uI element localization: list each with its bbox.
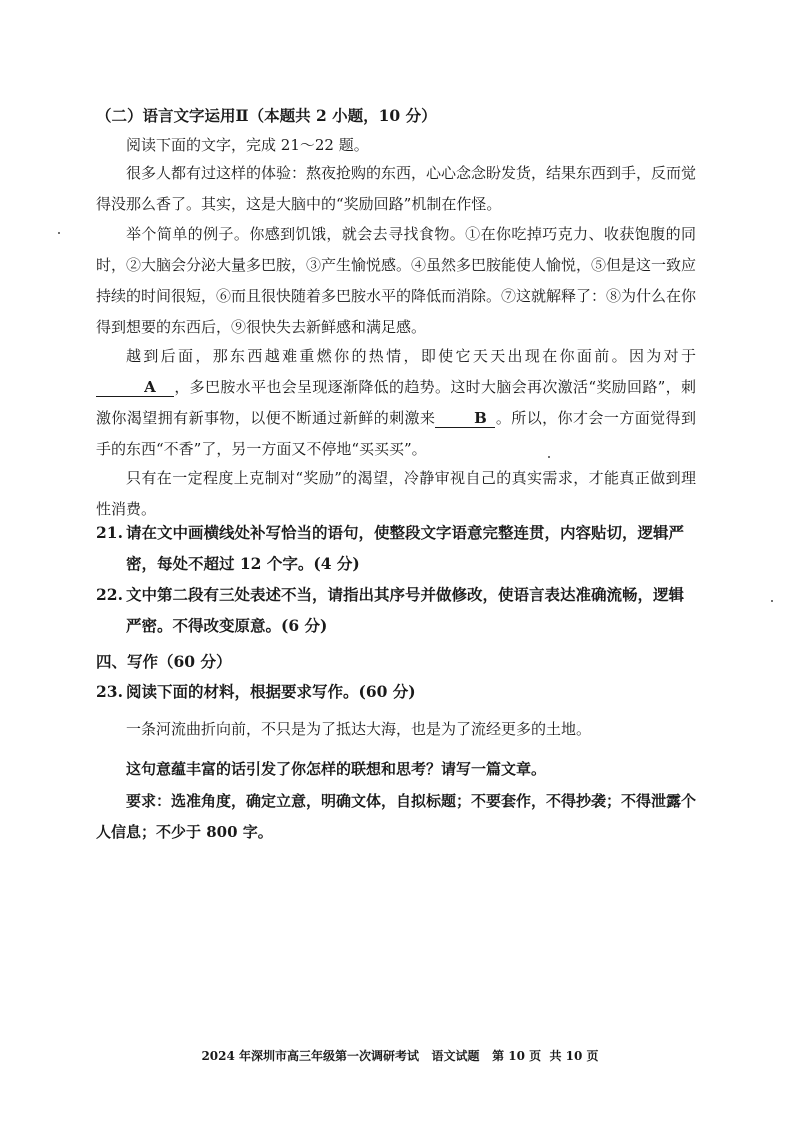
section-title-language-use: （二）语言文字运用Ⅱ（本题共 2 小题，10 分） bbox=[96, 106, 437, 125]
question-text: 阅读下面的材料，根据要求写作。(60 分) bbox=[126, 682, 416, 701]
blank-a[interactable]: A bbox=[96, 378, 174, 397]
scan-speck bbox=[58, 232, 60, 234]
question-text: 密，每处不超过 12 个字。(4 分) bbox=[126, 554, 360, 573]
blank-b[interactable]: B bbox=[435, 409, 495, 428]
passage-text: 越到后面，那东西越难重燃你的热情，即使它天天出现在你面前。因为对于 bbox=[126, 347, 696, 365]
scan-speck bbox=[548, 456, 550, 458]
question-text: 文中第二段有三处表述不当，请指出其序号并做修改，使语言表达准确流畅，逻辑 bbox=[126, 585, 685, 604]
question-21 bbox=[96, 517, 708, 579]
question-22 bbox=[96, 579, 708, 641]
page-footer: 2024 年深圳市高三年级第一次调研考试 语文试题 第 10 页 共 10 页 bbox=[201, 1049, 599, 1063]
passage-text: 。所以，你才会一方面觉得到手的东西“不香”了，另一方面又不停地“买买买”。 bbox=[96, 409, 696, 458]
passage-text: ，多巴胺水平也会呈现逐渐降低的趋势。这时大脑会再次激活“奖励回路”，刺激你渴望拥有新事物，以便不断通过新鲜的刺激来 bbox=[96, 378, 696, 427]
writing-requirements: 要求：选准角度，确定立意，明确文体，自拟标题；不要套作，不得抄袭；不得泄露个人信息；不少于 800 字。 bbox=[96, 792, 697, 841]
question-number: 22. bbox=[96, 585, 123, 604]
question-text: 严密。不得改变原意。(6 分) bbox=[126, 616, 328, 635]
scan-speck bbox=[771, 600, 773, 602]
question-23 bbox=[96, 676, 708, 707]
writing-prompt: 这句意蕴丰富的话引发了你怎样的联想和思考？请写一篇文章。 bbox=[126, 760, 547, 778]
passage-paragraph-4: 只有在一定程度上克制对“奖励”的渴望，冷静审视自己的真实需求，才能真正做到理性消费。 bbox=[96, 469, 696, 518]
passage-paragraph-3 bbox=[96, 341, 696, 465]
question-text: 请在文中画横线处补写恰当的语句，使整段文字语意完整连贯，内容贴切，逻辑严 bbox=[126, 523, 685, 542]
passage-paragraph-2: 举个简单的例子。你感到饥饿，就会去寻找食物。①在你吃掉巧克力、收获饱腹的同时，②大脑会分泌大量多巴胺，③产生愉悦感。④虽然多巴胺能使人愉悦，⑤但是这一致应持续的时间很短，⑥而且很快随着多巴胺水平的降低而消除。⑦这就解释了：⑧为什么在你得到想要的东西后，⑨很快失去新鲜感和满足感。 bbox=[96, 225, 697, 336]
question-number: 23. bbox=[96, 682, 123, 701]
question-number: 21. bbox=[96, 523, 123, 542]
passage-paragraph-1: 很多人都有过这样的体验：熬夜抢购的东西，心心念念盼发货，结果东西到手，反而觉得没那么香了。其实，这是大脑中的“奖励回路”机制在作怪。 bbox=[96, 164, 697, 213]
section-title-writing: 四、写作（60 分） bbox=[96, 652, 232, 671]
writing-material: 一条河流曲折向前，不只是为了抵达大海，也是为了流经更多的土地。 bbox=[126, 720, 592, 738]
instruction-text: 阅读下面的文字，完成 21～22 题。 bbox=[126, 136, 369, 154]
